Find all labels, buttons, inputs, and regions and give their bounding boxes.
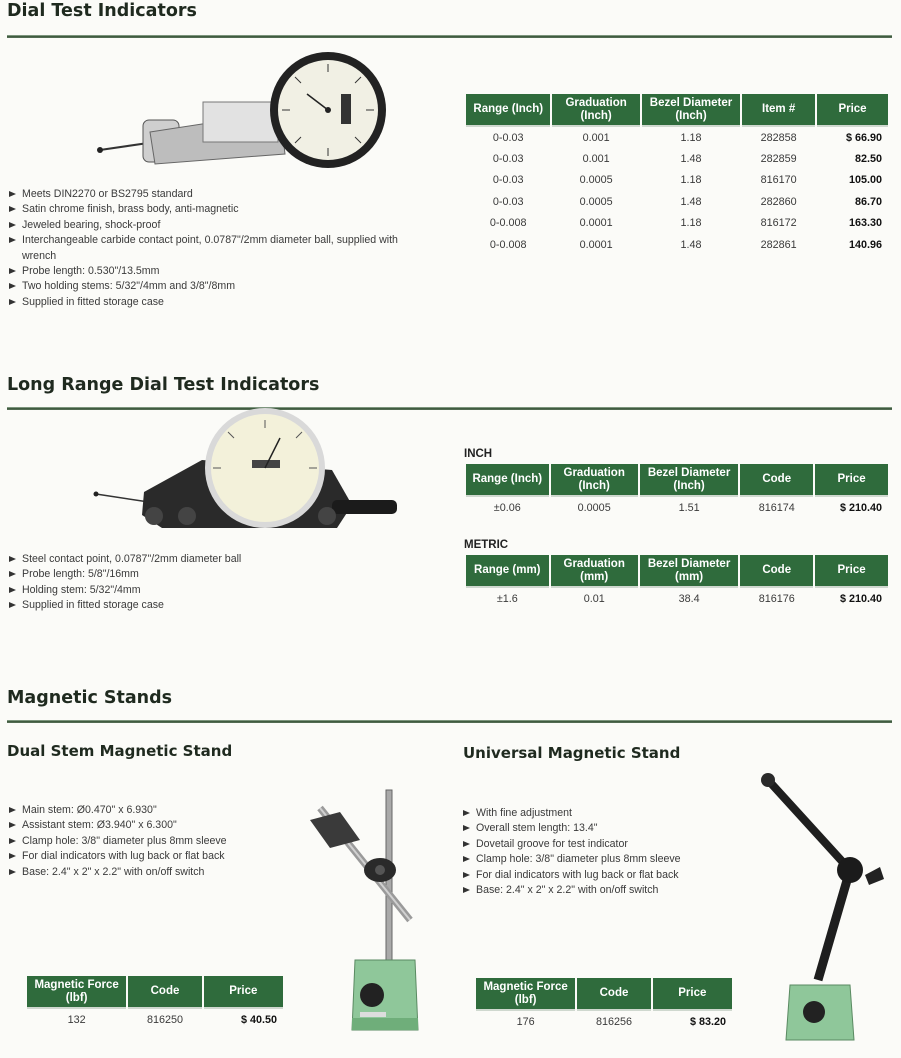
column-header: Code [740,555,813,588]
table-cell: ±0.06 [493,501,521,514]
table-row [466,170,888,191]
table-header-row [466,464,888,497]
long-range-indicator-image [92,420,402,532]
list-item: Interchangeable carbide contact point, 0.0787"/2mm diameter ball, supplied with wrench [8,233,398,264]
list-item: Dovetail groove for test indicator [462,837,752,852]
list-item: Assistant stem: Ø3.940" x 6.300" [8,818,298,833]
universal-stand-feature-list [462,806,752,898]
table-row [466,127,888,148]
column-header: Bezel Diameter (Inch) [640,464,739,497]
table-row [466,497,888,518]
table-cell: 816172 [760,217,797,230]
table-cell: 282861 [760,238,797,251]
column-header: Range (mm) [466,555,549,588]
list-item: Clamp hole: 3/8" diameter plus 8mm sleeve [8,834,298,849]
column-header: Graduation (mm) [551,555,638,588]
table-cell: 0.0005 [579,195,613,208]
price-cell: 105.00 [848,174,882,187]
column-header: Price [204,976,283,1009]
table-cell: 1.48 [680,238,702,251]
price-cell: $ 66.90 [845,131,882,144]
column-header: Code [128,976,201,1009]
table-cell: 816174 [758,501,795,514]
table-cell: 282859 [760,153,797,166]
list-item: Two holding stems: 5/32"/4mm and 3/8"/8mm [8,279,398,294]
table-cell: 0-0.03 [492,153,524,166]
table-cell: 1.48 [680,195,702,208]
table-cell: 0.01 [583,592,605,605]
universal-stand-title: Universal Magnetic Stand [463,744,681,762]
universal-stand-table [474,978,734,1032]
list-item: Main stem: Ø0.470" x 6.930" [8,803,298,818]
dual-stand-feature-list [8,803,298,880]
column-header: Price [817,94,888,127]
table-row [466,588,888,609]
table-cell: 0.001 [582,131,610,144]
dual-stem-stand-image [300,790,440,1040]
table-cell: 1.48 [680,153,702,166]
column-header: Range (Inch) [466,94,550,127]
table-cell: 132 [67,1013,86,1026]
list-item: Probe length: 5/8"/16mm [8,567,398,582]
list-item: Overall stem length: 13.4" [462,821,752,836]
table-header-row [476,978,732,1011]
table-cell: 816256 [595,1015,632,1028]
list-item: Satin chrome finish, brass body, anti-magnetic [8,202,398,217]
price-cell: $ 210.40 [839,501,882,514]
price-cell: 140.96 [848,238,882,251]
price-cell: 163.30 [848,217,882,230]
long-range-inch-table [464,464,890,518]
table-cell: 1.18 [680,217,702,230]
column-header: Bezel Diameter (mm) [640,555,739,588]
price-cell: $ 40.50 [240,1013,277,1026]
dial-feature-list [8,187,398,310]
table-cell: 282858 [760,131,797,144]
section-divider [7,407,892,410]
price-cell: $ 83.20 [689,1015,726,1028]
section-title-magnetic: Magnetic Stands [7,688,173,708]
dual-stand-table [25,976,285,1030]
table-cell: 0.0005 [577,501,611,514]
table-cell: 0.0005 [579,174,613,187]
list-item: Base: 2.4" x 2" x 2.2" with on/off switch [462,883,752,898]
table-row [466,234,888,255]
table-cell: 0-0.03 [492,174,524,187]
table-cell: 1.18 [680,174,702,187]
dual-stand-title: Dual Stem Magnetic Stand [7,742,233,760]
table-cell: 0-0.03 [492,131,524,144]
section-title-dial: Dial Test Indicators [7,1,197,21]
table-cell: 1.51 [678,501,700,514]
list-item: With fine adjustment [462,806,752,821]
table-cell: 1.18 [680,131,702,144]
column-header: Item # [742,94,815,127]
long-range-feature-list [8,552,398,614]
table-header-row [466,555,888,588]
section-divider [7,720,892,723]
table-cell: ±1.6 [496,592,518,605]
list-item: Base: 2.4" x 2" x 2.2" with on/off switch [8,865,298,880]
column-header: Range (Inch) [466,464,549,497]
column-header: Graduation (Inch) [551,464,638,497]
dial-spec-table [464,94,890,255]
long-range-metric-table [464,555,890,609]
price-cell: 82.50 [854,153,882,166]
list-item: For dial indicators with lug back or flat back [462,868,752,883]
list-item: Supplied in fitted storage case [8,598,398,613]
universal-stand-image [750,770,890,1040]
table-header-row [27,976,283,1009]
table-cell: 176 [516,1015,535,1028]
column-header: Graduation (Inch) [552,94,639,127]
table-cell: 0.001 [582,153,610,166]
column-header: Bezel Diameter (Inch) [642,94,741,127]
price-cell: $ 210.40 [839,592,882,605]
list-item: Meets DIN2270 or BS2795 standard [8,187,398,202]
list-item: Holding stem: 5/32"/4mm [8,583,398,598]
table-header-row [466,94,888,127]
list-item: Steel contact point, 0.0787"/2mm diameter ball [8,552,398,567]
column-header: Magnetic Force (lbf) [476,978,575,1011]
table-row [466,191,888,212]
column-header: Price [815,464,888,497]
table-row [476,1011,732,1032]
price-cell: 86.70 [854,195,882,208]
table-cell: 816176 [758,592,795,605]
list-item: For dial indicators with lug back or flat back [8,849,298,864]
table-cell: 816170 [760,174,797,187]
section-divider [7,35,892,38]
table-cell: 0-0.008 [489,217,527,230]
section-title-long-range: Long Range Dial Test Indicators [7,375,320,395]
list-item: Supplied in fitted storage case [8,295,398,310]
inch-label: INCH [464,448,493,460]
metric-label: METRIC [464,539,509,551]
list-item: Clamp hole: 3/8" diameter plus 8mm sleeve [462,852,752,867]
column-header: Price [815,555,888,588]
table-row [466,213,888,234]
table-cell: 0-0.03 [492,195,524,208]
table-cell: 0-0.008 [489,238,527,251]
column-header: Code [577,978,650,1011]
table-cell: 816250 [146,1013,183,1026]
table-row [27,1009,283,1030]
table-cell: 282860 [760,195,797,208]
table-cell: 38.4 [678,592,700,605]
column-header: Magnetic Force (lbf) [27,976,126,1009]
column-header: Code [740,464,813,497]
table-cell: 0.0001 [579,238,613,251]
table-row [466,148,888,169]
column-header: Price [653,978,732,1011]
dial-test-indicator-image [95,42,395,177]
table-cell: 0.0001 [579,217,613,230]
list-item: Probe length: 0.530"/13.5mm [8,264,398,279]
list-item: Jeweled bearing, shock-proof [8,218,398,233]
